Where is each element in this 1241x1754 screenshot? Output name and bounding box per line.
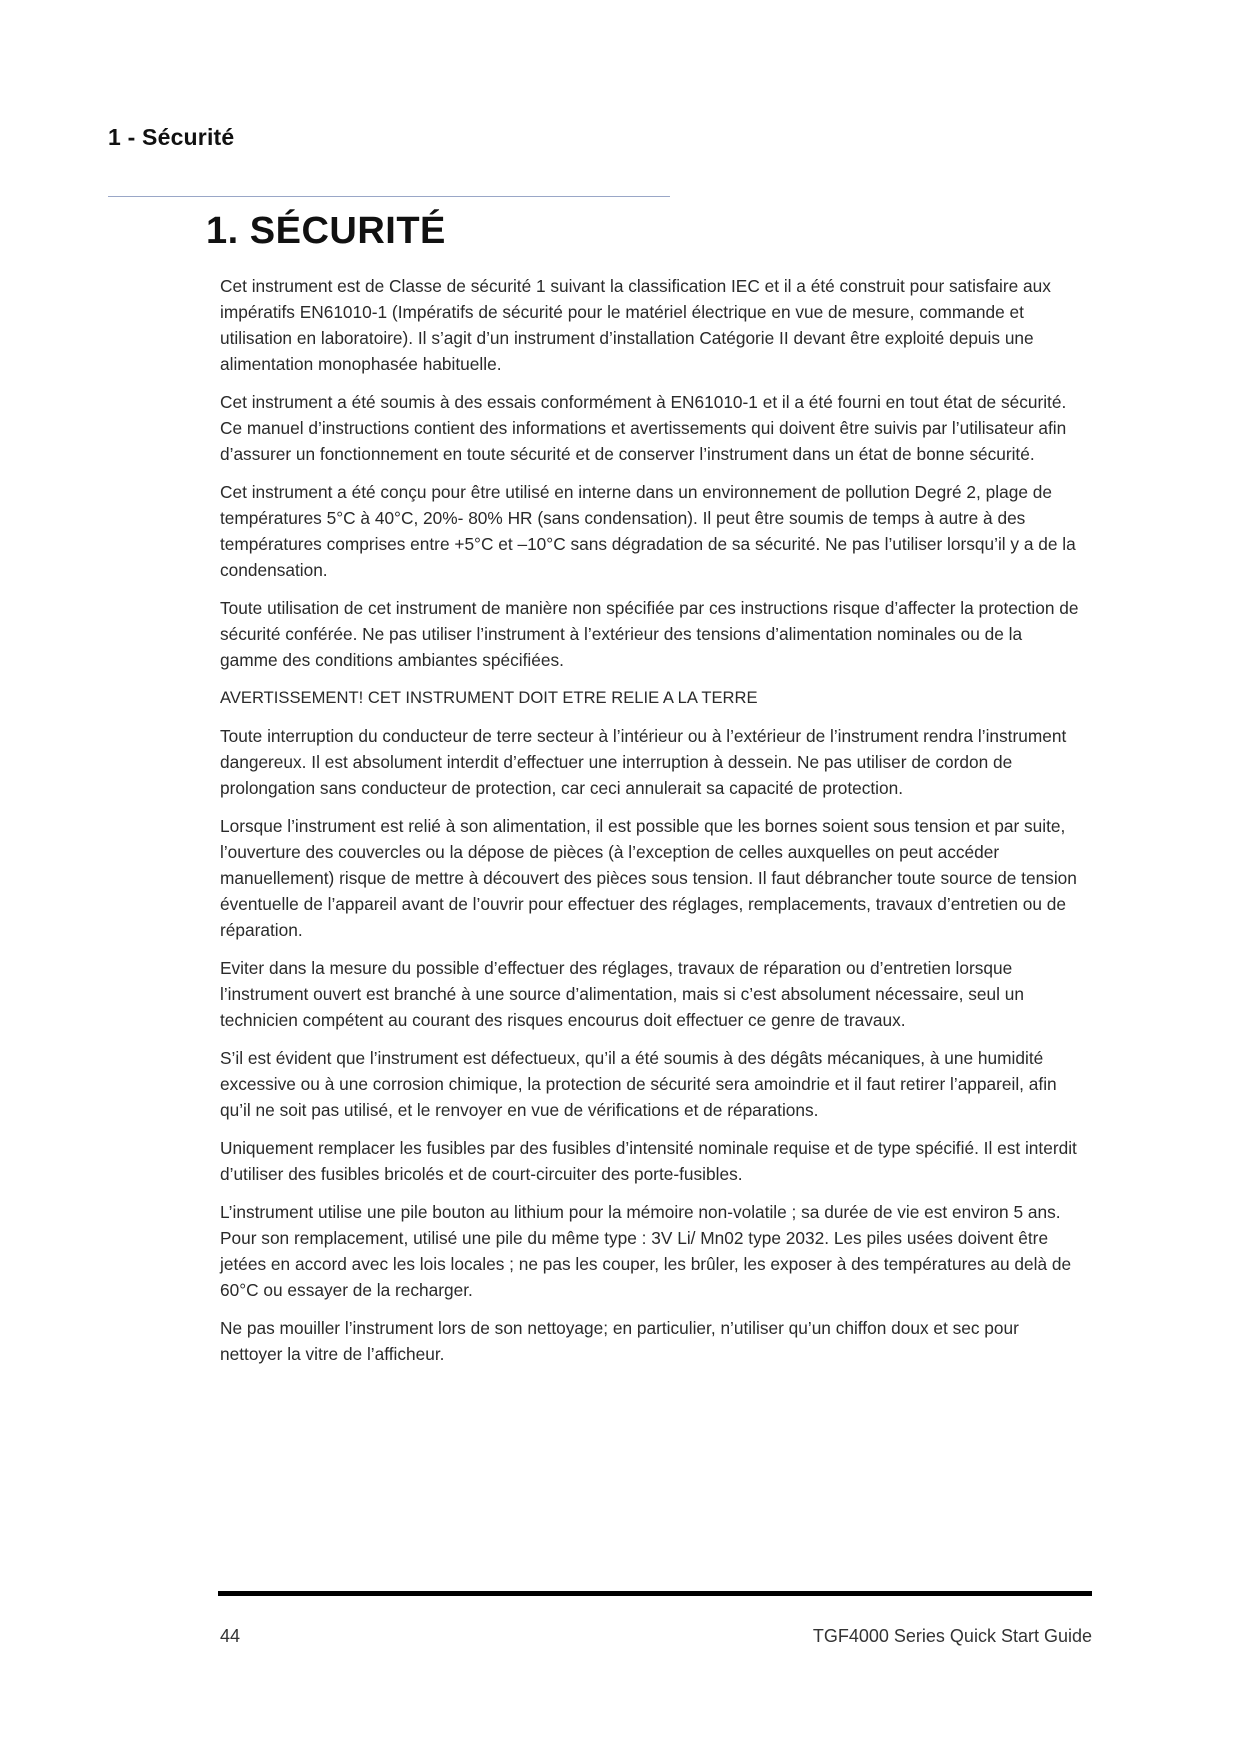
paragraph: S’il est évident que l’instrument est défectueux, qu’il a été soumis à des dégâts mécaniques, à une humidité excessive ou à une corrosion chimique, la protection de sécurité sera amoindrie et il faut retirer l’appareil, afin qu’il ne soit pas utilisé, et le renvoyer en vue de vérifications et de réparations.	[220, 1048, 1057, 1120]
running-header: 1 - Sécurité	[108, 124, 235, 150]
paragraph: Lorsque l’instrument est relié à son alimentation, il est possible que les bornes soient sous tension et par suite, l’ouverture des couvercles ou la dépose de pièces (à l’exception de celles auxquelles on peut accéder manuellement) risque de mettre à découvert des pièces sous tension. Il faut débrancher toute source de tension éventuelle de l’appareil avant de l’ouvrir pour effectuer des réglages, remplacements, travaux d’entretien ou de réparation.	[220, 816, 1077, 940]
footer-divider	[218, 1591, 1092, 1596]
header-divider	[108, 196, 670, 197]
paragraph: Uniquement remplacer les fusibles par des fusibles d’intensité nominale requise et de type spécifié. Il est interdit d’utiliser des fusibles bricolés et de court-circuiter des porte-fusibles.	[220, 1138, 1077, 1184]
paragraph: L’instrument utilise une pile bouton au lithium pour la mémoire non-volatile ; sa durée de vie est environ 5 ans. Pour son remplacement, utilisé une pile du même type : 3V Li/ Mn02 type 2032. Les piles usées doivent être jetées en accord avec les lois locales ; ne pas les couper, les brûler, les exposer à des températures au delà de 60°C ou essayer de la recharger.	[220, 1202, 1072, 1300]
paragraph: Toute utilisation de cet instrument de manière non spécifiée par ces instructions risque d’affecter la protection de sécurité conférée. Ne pas utiliser l’instrument à l’extérieur des tensions d’alimentation nominales ou de la gamme des conditions ambiantes spécifiées.	[220, 598, 1079, 670]
body-content	[220, 273, 1080, 1379]
paragraph: Cet instrument a été conçu pour être utilisé en interne dans un environnement de pollution Degré 2, plage de températures 5°C à 40°C, 20%- 80% HR (sans condensation). Il peut être soumis de temps à autre à des températures comprises entre +5°C et –10°C sans dégradation de sa sécurité. Ne pas l’utiliser lorsqu’il y a de la condensation.	[220, 482, 1076, 580]
paragraph: Cet instrument est de Classe de sécurité 1 suivant la classification IEC et il a été construit pour satisfaire aux impératifs EN61010-1 (Impératifs de sécurité pour le matériel électrique en vue de mesure, commande et utilisation en laboratoire). Il s’agit d’un instrument d’installation Catégorie II devant être exploité depuis une alimentation monophasée habituelle.	[220, 276, 1051, 374]
paragraph: Ne pas mouiller l’instrument lors de son nettoyage; en particulier, n’utiliser qu’un chiffon doux et sec pour nettoyer la vitre de l’afficheur.	[220, 1318, 1019, 1364]
section-title: 1. SÉCURITÉ	[206, 210, 446, 252]
warning-heading: AVERTISSEMENT! CET INSTRUMENT DOIT ETRE RELIE A LA TERRE	[220, 688, 758, 707]
page-number: 44	[220, 1626, 241, 1646]
paragraph: Toute interruption du conducteur de terre secteur à l’intérieur ou à l’extérieur de l’instrument rendra l’instrument dangereux. Il est absolument interdit d’effectuer une interruption à dessein. Ne pas utiliser de cordon de prolongation sans conducteur de protection, car ceci annulerait sa capacité de protection.	[220, 726, 1067, 798]
paragraph: Cet instrument a été soumis à des essais conformément à EN61010-1 et il a été fourni en tout état de sécurité. Ce manuel d’instructions contient des informations et avertissements qui doivent être suivis par l’utilisateur afin d’assurer un fonctionnement en toute sécurité et de conserver l’instrument dans un état de bonne sécurité.	[220, 392, 1067, 464]
document-title: TGF4000 Series Quick Start Guide	[812, 1626, 1092, 1646]
paragraph: Eviter dans la mesure du possible d’effectuer des réglages, travaux de réparation ou d’entretien lorsque l’instrument ouvert est branché à une source d’alimentation, mais si c’est absolument nécessaire, seul un technicien compétent au courant des risques encourus doit effectuer ce genre de travaux.	[220, 958, 1024, 1030]
